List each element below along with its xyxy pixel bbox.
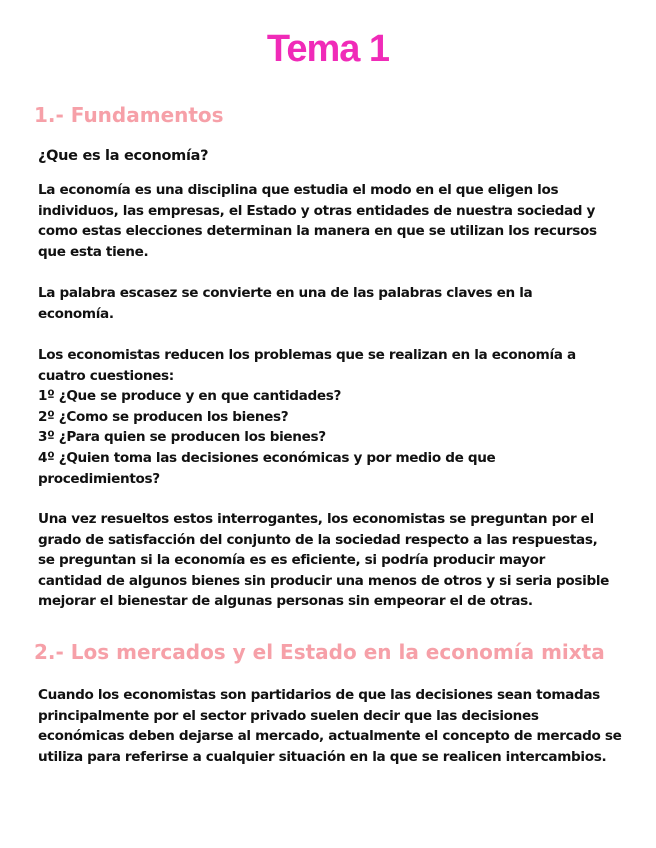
text-line: como estas elecciones determinan la manera en que se utilizan los recursos [38, 223, 597, 240]
list-item: 1º ¿Que se produce y en que cantidades? [38, 388, 341, 405]
text-line: principalmente por el sector privado suelen decir que las decisiones [38, 707, 539, 724]
text-line: que esta tiene. [38, 243, 149, 260]
paragraph-escasez [38, 283, 630, 324]
list-item: 3º ¿Para quien se producen los bienes? [38, 429, 326, 446]
text-line: cantidad de algunos bienes sin producir una menos de otros y si seria posible [38, 572, 610, 589]
text-line: economía. [38, 305, 114, 322]
text-line: grado de satisfacción del conjunto de la sociedad respecto a las respuestas, [38, 531, 598, 548]
text-line: Una vez resueltos estos interrogantes, los economistas se preguntan por el [38, 511, 594, 527]
text-line: mejorar el bienestar de algunas personas sin empeorar el de otras. [38, 593, 533, 610]
list-item: 4º ¿Quien toma las decisiones económicas y por medio de que [38, 449, 496, 466]
text-line: económicas deben dejarse al mercado, actualmente el concepto de mercado se [38, 728, 622, 745]
text-line: utiliza para referirse a cualquier situación en la que se realicen intercambios. [38, 748, 607, 765]
paragraph-definition [38, 180, 630, 262]
text-line: Los economistas reducen los problemas que se realizan en la economía a [38, 347, 576, 363]
paragraph-cuestiones [38, 345, 630, 489]
list-item: 2º ¿Como se producen los bienes? [38, 408, 289, 425]
text-line: cuatro cuestiones: [38, 367, 174, 384]
text-line: La palabra escasez se convierte en una de las palabras claves en la [38, 285, 533, 301]
paragraph-satisfaccion [38, 509, 630, 612]
list-item: procedimientos? [38, 470, 160, 487]
text-line: se preguntan si la economía es es eficiente, si podría producir mayor [38, 552, 545, 569]
page-title: Tema 1 [266, 28, 390, 70]
text-line: La economía es una disciplina que estudia el modo en el que eligen los [38, 182, 559, 198]
paragraph-mercados [38, 685, 630, 767]
text-line: Cuando los economistas son partidarios de que las decisiones sean tomadas [38, 687, 600, 703]
question-heading: ¿Que es la economía? [38, 148, 209, 164]
section-heading-mercados: 2.- Los mercados y el Estado en la economía mixta [34, 640, 605, 664]
text-line: individuos, las empresas, el Estado y otras entidades de nuestra sociedad y [38, 202, 596, 219]
section-heading-fundamentos: 1.- Fundamentos [34, 103, 224, 127]
